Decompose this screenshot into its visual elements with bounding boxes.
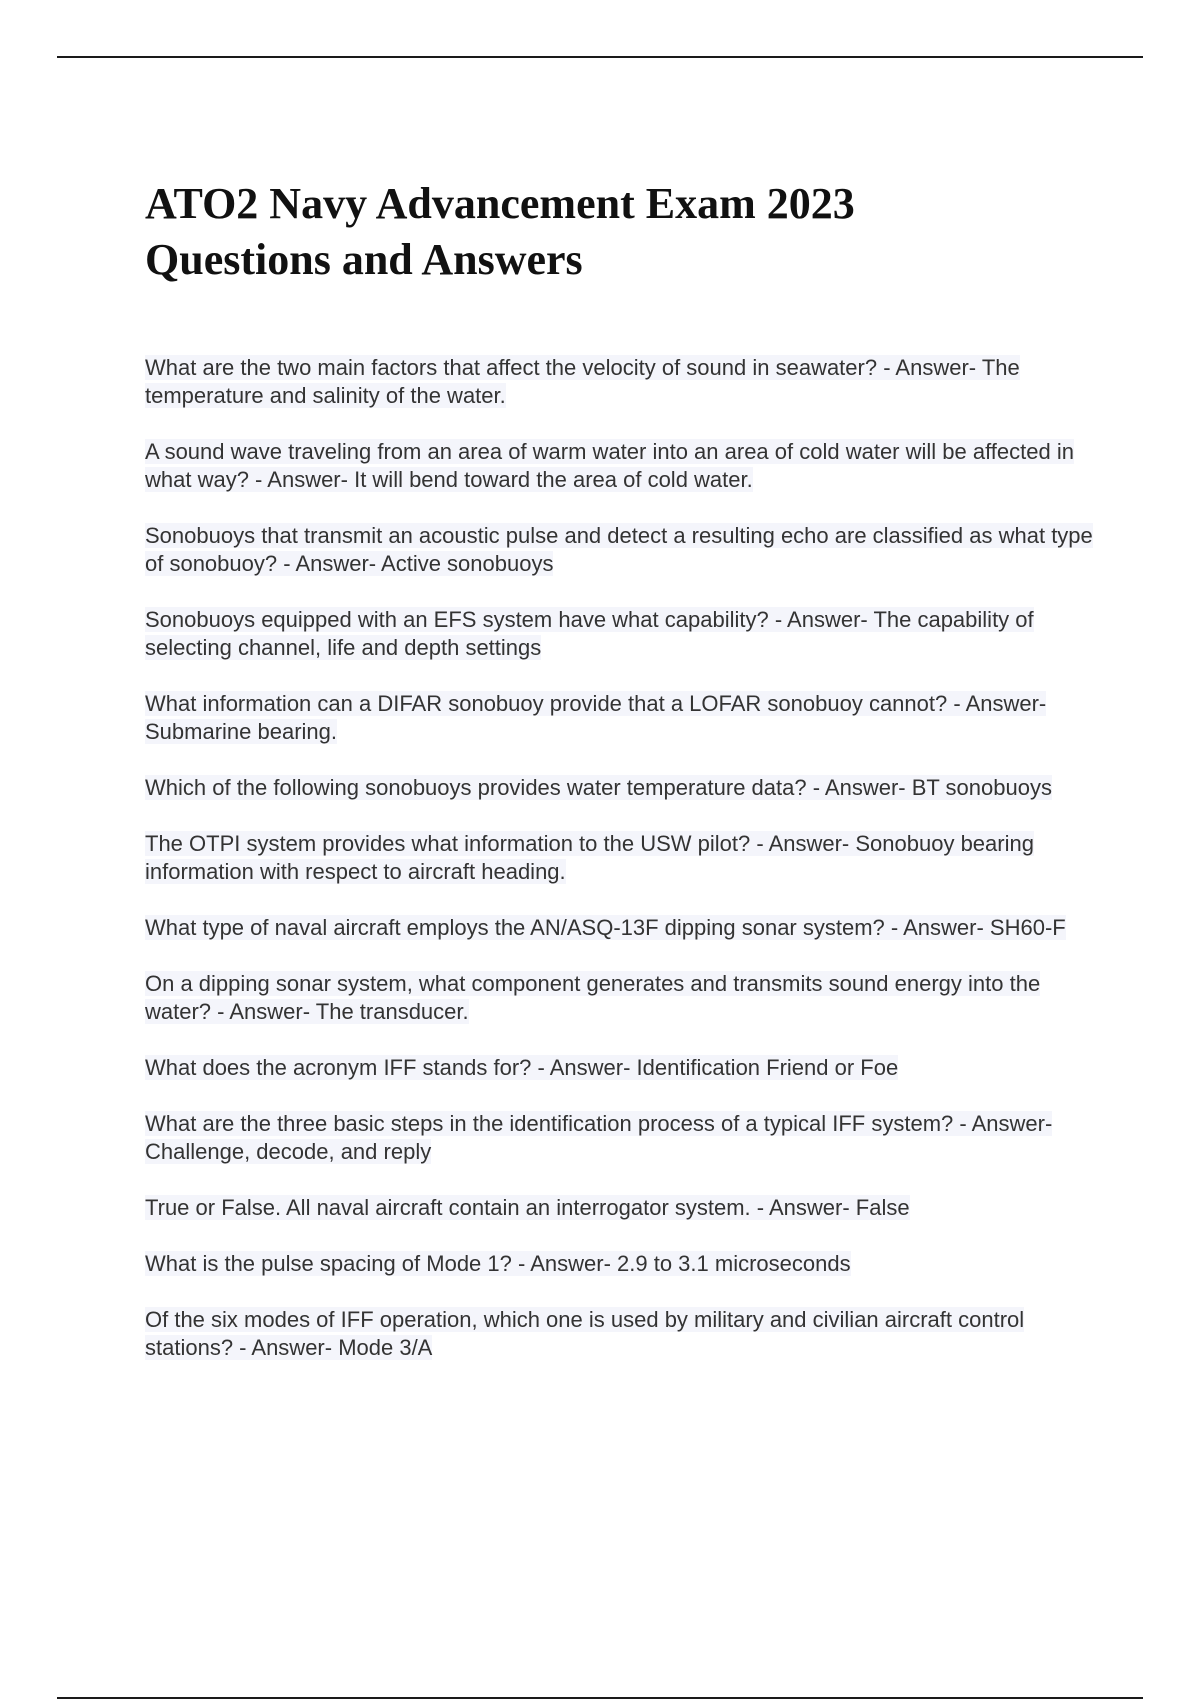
- bottom-rule: [57, 1697, 1143, 1699]
- qa-text: On a dipping sonar system, what component generates and transmits sound energy into the water? - Answer- The transducer.: [145, 971, 1041, 1024]
- qa-text: Sonobuoys equipped with an EFS system have what capability? - Answer- The capability of selecting channel, life and depth settings: [145, 607, 1034, 660]
- qa-item-4: [145, 606, 1105, 662]
- qa-item-6: [145, 774, 1105, 802]
- qa-text: The OTPI system provides what information to the USW pilot? - Answer- Sonobuoy bearing information with respect to aircraft heading.: [145, 831, 1034, 884]
- qa-text: What does the acronym IFF stands for? - Answer- Identification Friend or Foe: [145, 1055, 899, 1080]
- qa-item-9: [145, 970, 1105, 1026]
- qa-item-13: [145, 1250, 1105, 1278]
- qa-item-12: [145, 1194, 1105, 1222]
- qa-text: A sound wave traveling from an area of warm water into an area of cold water will be affected in what way? - Answer- It will bend toward the area of cold water.: [145, 439, 1074, 492]
- qa-item-2: [145, 438, 1105, 494]
- qa-list: [145, 354, 1105, 1362]
- qa-text: What are the three basic steps in the identification process of a typical IFF system? - Answer- Challenge, decode, and reply: [145, 1111, 1053, 1164]
- document-title: ATO2 Navy Advancement Exam 2023 Questions and Answers: [145, 179, 855, 284]
- qa-item-5: [145, 690, 1105, 746]
- top-rule: [57, 56, 1143, 58]
- document-body: [145, 176, 1105, 1390]
- qa-text: What type of naval aircraft employs the AN/ASQ-13F dipping sonar system? - Answer- SH60-F: [145, 915, 1066, 940]
- qa-item-1: [145, 354, 1105, 410]
- qa-text: What are the two main factors that affect the velocity of sound in seawater? - Answer- The temperature and salinity of the water.: [145, 355, 1020, 408]
- qa-item-10: [145, 1054, 1105, 1082]
- qa-text: Of the six modes of IFF operation, which one is used by military and civilian aircraft control stations? - Answer- Mode 3/A: [145, 1307, 1025, 1360]
- qa-item-7: [145, 830, 1105, 886]
- qa-text: What is the pulse spacing of Mode 1? - Answer- 2.9 to 3.1 microseconds: [145, 1251, 851, 1276]
- qa-item-8: [145, 914, 1105, 942]
- qa-text: Sonobuoys that transmit an acoustic pulse and detect a resulting echo are classified as what type of sonobuoy? - Answer- Active sonobuoys: [145, 523, 1093, 576]
- qa-text: What information can a DIFAR sonobuoy provide that a LOFAR sonobuoy cannot? - Answer- Submarine bearing.: [145, 691, 1047, 744]
- qa-item-14: [145, 1306, 1105, 1362]
- qa-text: True or False. All naval aircraft contain an interrogator system. - Answer- False: [145, 1195, 910, 1220]
- qa-text: Which of the following sonobuoys provides water temperature data? - Answer- BT sonobuoys: [145, 775, 1052, 800]
- qa-item-11: [145, 1110, 1105, 1166]
- qa-item-3: [145, 522, 1105, 578]
